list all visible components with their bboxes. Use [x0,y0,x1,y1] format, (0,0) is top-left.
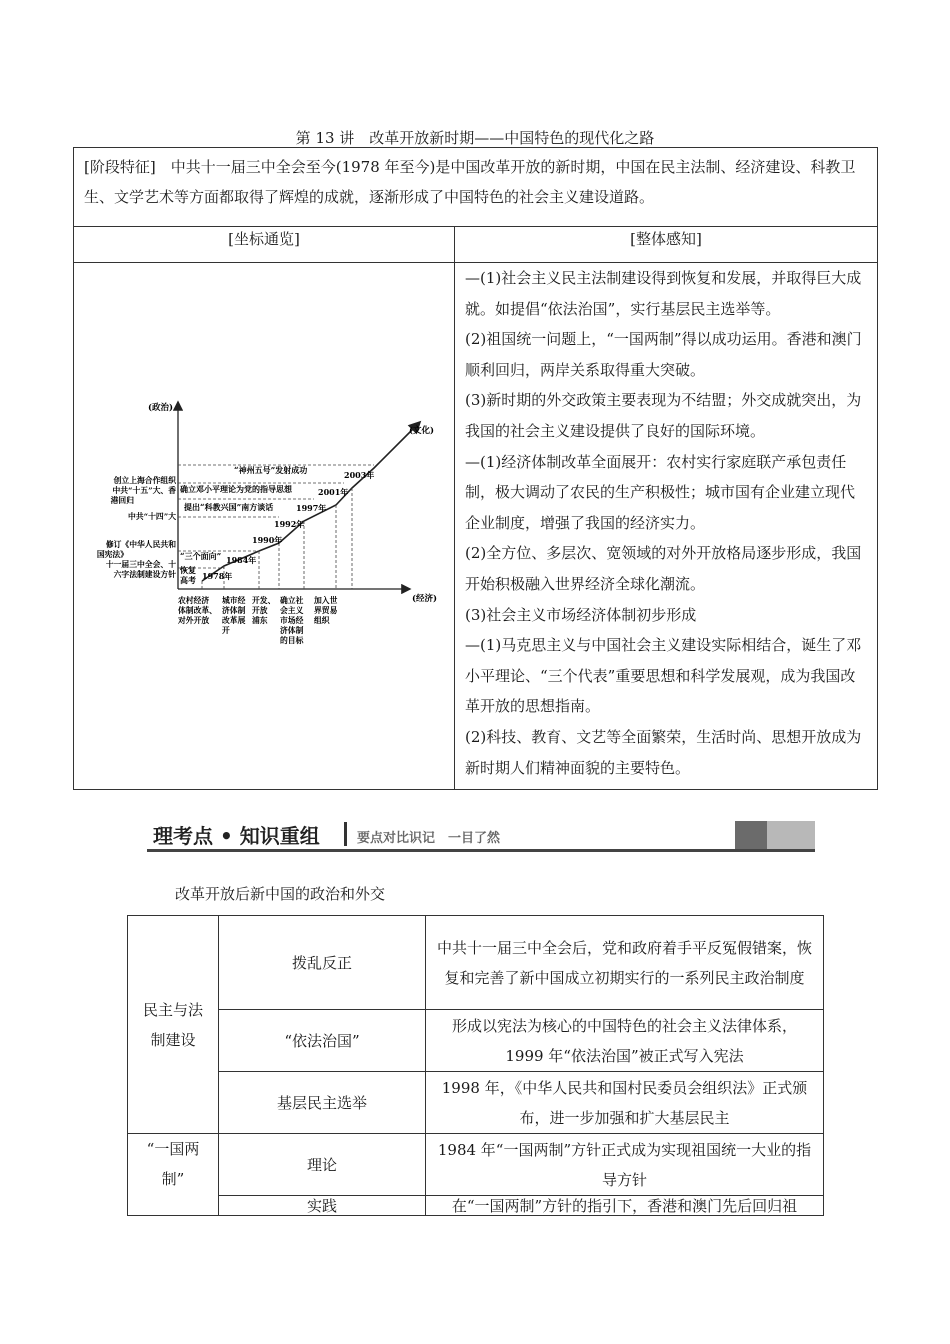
bottom-label: 确立社 [280,596,304,605]
bottom-label: 开 [222,626,230,635]
politics-table [127,915,824,1216]
bottom-label: 城市经 [222,596,246,605]
overview-paragraph: (2)全方位、多层次、宽领域的对外开放格局逐步形成，我国开始积极融入世界经济全球化潮流。 [465,544,862,593]
inner-label: “神州五号”发射成功 [234,465,308,475]
y-axis-label: (政治) [148,403,174,413]
item-cell: “依法治国” [219,1010,426,1072]
overview-table [73,147,878,790]
inner-label: 提出“科教兴国”南方谈话 [184,502,274,512]
left-label: 中共“十四”大 [128,512,176,521]
banner-block-light [767,821,815,849]
stage-feature-cell [74,148,878,227]
year-label: 1990年 [252,535,283,545]
year-label: 2003年 [344,470,375,480]
stage-feature-text: 中共十一届三中全会至今(1978 年至今)是中国改革开放的新时期，中国在民主法制、经济建设、科教卫生、文学艺术等方面都取得了辉煌的成就，逐渐形成了中国特色的社会主义建设道路。 [84,158,856,206]
bottom-label: 济体制 [280,626,304,635]
bottom-label: 加入世 [314,596,338,605]
bottom-label: 组织 [314,616,330,625]
item-cell: 实践 [219,1196,426,1216]
section-banner [147,818,815,852]
banner-separator [344,822,347,846]
inner-label: 恢复 [180,565,196,575]
group-cell: “一国两制” [128,1134,219,1216]
left-label: 六字法制建设方针 [113,570,176,579]
x-axis-label: (经济) [412,594,438,604]
section-title: 改革开放后新中国的政治和外交 [175,885,386,903]
overview-paragraph: (3)新时期的外交政策主要表现为不结盟；外交成就突出，为我国的社会主义建设提供了良好的国际环境。 [465,391,862,440]
left-label: 港回归 [110,496,134,505]
item-cell: 拨乱反正 [219,916,426,1010]
bottom-label: 浦东 [252,616,268,625]
group-cell: 民主与法制建设 [128,916,219,1134]
left-label: 十一届三中全会、十 [105,560,176,569]
desc-cell: 中共十一届三中全会后，党和政府着手平反冤假错案，恢复和完善了新中国成立初期实行的一系列民主政治制度 [426,916,824,1010]
bottom-label: 市场经 [280,616,304,625]
desc-cell: 1998 年，《中华人民共和国村民委员会组织法》正式颁布，进一步加强和扩大基层民主 [426,1072,824,1134]
bottom-label: 会主义 [280,606,304,615]
inner-label: “三个面向” [180,551,222,561]
col-header-overview: [整体感知] [455,227,878,263]
bottom-label: 农村经济 [178,596,210,605]
culture-label: (文化) [409,426,435,436]
overview-paragraph: (3)社会主义市场经济体制初步形成 [465,605,697,624]
year-label: 1978年 [202,571,233,581]
bottom-label: 的目标 [280,636,304,645]
item-cell: 基层民主选举 [219,1072,426,1134]
year-label: 1984年 [226,555,257,565]
overview-text-cell [455,263,878,790]
stage-feature-label: [阶段特征] [84,158,156,176]
left-label: 国宪法》 [96,550,128,559]
bottom-label: 对外开放 [178,616,210,625]
overview-paragraph: —(1)经济体制改革全面展开：农村实行家庭联产承包责任制，极大调动了农民的生产积极性；城市国有企业建立现代企业制度，增强了我国的经济实力。 [465,452,856,532]
overview-paragraph: (2)科技、教育、文艺等全面繁荣，生活时尚、思想开放成为新时期人们精神面貌的主要特色。 [465,727,862,777]
banner-title: 理考点 • 知识重组 [153,824,320,848]
overview-paragraph: (2)祖国统一问题上，“一国两制”得以成功运用。香港和澳门顺利回归，两岸关系取得重大突破。 [465,330,862,379]
banner-subtitle: 要点对比识记 一目了然 [357,831,501,846]
banner-block-dark [735,821,767,849]
coordinate-diagram [74,263,452,785]
col-header-coordinate: [坐标通览] [74,227,455,263]
inner-label: 高考 [180,575,196,585]
overview-paragraph: —(1)马克思主义与中国社会主义建设实际相结合，诞生了邓小平理论、“三个代表”重要思想和科学发展观，成为我国改革开放的思想指南。 [465,636,862,716]
year-label: 2001年 [318,487,349,497]
left-label: 创立上海合作组织 [113,476,176,485]
left-label: 修订《中华人民共和 [105,540,176,549]
left-label: 中共“十五”大、香 [112,486,176,495]
bottom-label: 改革展 [222,616,246,625]
overview-paragraph: —(1)社会主义民主法制建设得到恢复和发展，并取得巨大成就。如提倡“依法治国”，实行基层民主选举等。 [465,269,862,318]
bottom-label: 开发、 [252,596,276,605]
desc-cell: 在“一国两制”方针的指引下，香港和澳门先后回归祖 [426,1196,824,1216]
bottom-label: 体制改革、 [178,606,217,615]
bottom-label: 开放 [252,606,268,615]
page-title: 第 13 讲 改革开放新时期——中国特色的现代化之路 [295,129,655,147]
year-label: 1997年 [296,503,327,513]
inner-label: 确立邓小平理论为党的指导思想 [180,484,292,494]
bottom-label: 界贸易 [314,606,338,615]
desc-cell: 1984 年“一国两制”方针正式成为实现祖国统一大业的指导方针 [426,1134,824,1196]
coordinate-diagram-cell [74,263,455,790]
banner-underline [147,849,815,852]
desc-cell: 形成以宪法为核心的中国特色的社会主义法律体系，1999 年“依法治国”被正式写入宪法 [426,1010,824,1072]
year-label: 1992年 [274,519,305,529]
bottom-label: 济体制 [222,606,246,615]
item-cell: 理论 [219,1134,426,1196]
